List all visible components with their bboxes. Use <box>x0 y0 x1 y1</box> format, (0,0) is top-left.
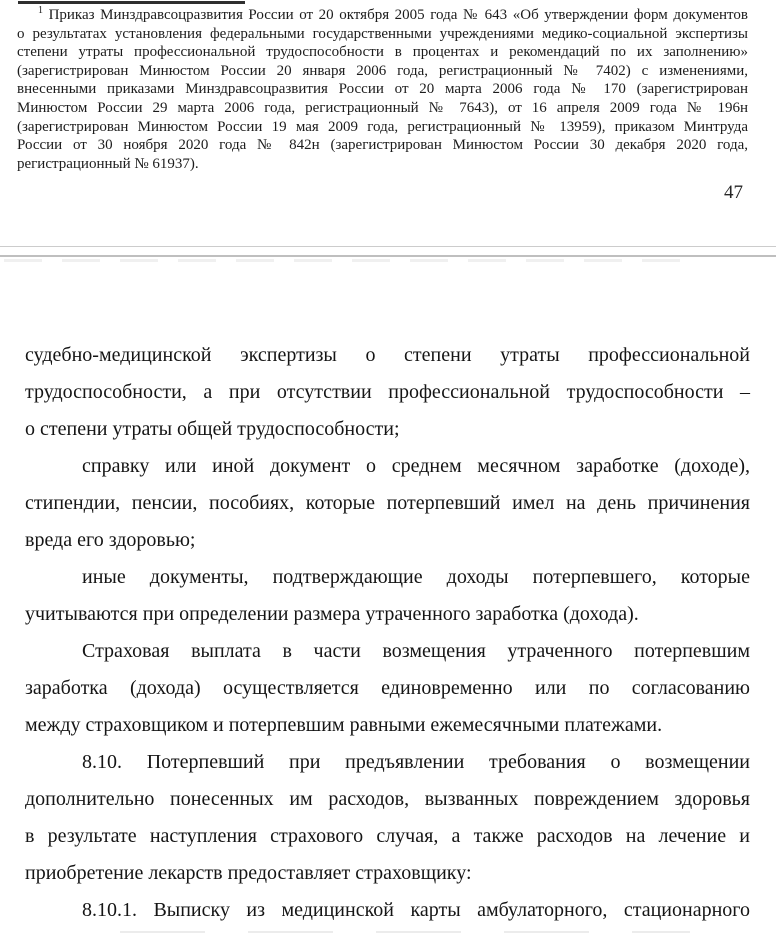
footnote-block <box>17 6 748 173</box>
body-line: Страховая выплата в части возмещения утраченного потерпевшим <box>82 640 750 662</box>
body-line: иные документы, подтверждающие доходы потерпевшего, которые <box>82 566 750 588</box>
paragraph <box>25 633 750 744</box>
paragraph <box>25 744 750 892</box>
page-break-divider-top-line <box>0 246 776 247</box>
paragraph <box>25 892 750 929</box>
footnote-line: (зарегистрирован Минюстом России 20 января 2006 года, регистрационный № 7402) с изменениями, <box>17 62 748 79</box>
page-break-divider-bottom-line <box>0 255 776 257</box>
body-line: трудоспособности, а при отсутствии профессиональной трудоспособности – <box>25 381 750 403</box>
body-text <box>25 337 750 929</box>
body-line: справку или иной документ о среднем месячном заработке (доходе), <box>82 455 750 477</box>
paragraph <box>25 337 750 448</box>
page-number: 47 <box>724 182 743 203</box>
body-line: дополнительно понесенных им расходов, вызванных повреждением здоровья <box>25 788 750 810</box>
footnote-line: регистрационный № 61937). <box>17 155 199 172</box>
footnote-separator-rule <box>18 1 245 4</box>
body-line: 8.10.1. Выписку из медицинской карты амбулаторного, стационарного <box>82 899 750 921</box>
body-line: судебно-медицинской экспертизы о степени утраты профессиональной <box>25 344 750 366</box>
body-line: заработка (дохода) осуществляется единовременно или по согласованию <box>25 677 750 699</box>
bottom-edge-scan-noise <box>120 931 690 933</box>
footnote-line: внесенными приказами Минздравсоцразвития России от 20 марта 2006 года № 170 (зарегистрирован <box>17 81 748 98</box>
body-line: приобретение лекарств предоставляет страховщику: <box>25 862 472 884</box>
footnote-line: о результатах установления федеральными государственными учреждениями медико-социальной экспертизы <box>17 25 748 42</box>
body-line: о степени утраты общей трудоспособности; <box>25 418 400 440</box>
body-line: стипендии, пенсии, пособиях, которые потерпевший имел на день причинения <box>25 492 750 514</box>
body-line: вреда его здоровью; <box>25 529 196 551</box>
footnote-line: России от 30 ноября 2020 года № 842н (зарегистрирован Минюстом России 30 декабря 2020 года, <box>17 137 748 154</box>
footnote-marker: 1 <box>38 5 43 16</box>
footnote-line: $^1$ Приказ Минздравсоцразвития России от 20 октября 2005 года № 643 «Об утверждении форм документов <box>38 5 748 23</box>
page-break-scan-noise <box>4 259 694 262</box>
body-line: учитываются при определении размера утраченного заработка (дохода). <box>25 603 639 625</box>
footnote-line: Минюстом России 29 марта 2006 года, регистрационный № 7643), от 16 апреля 2009 года № 196н <box>17 99 748 116</box>
footnote-line: (зарегистрирован Минюстом России 19 мая 2009 года, регистрационный № 13959), приказом Минтруда <box>17 118 748 135</box>
body-line: между страховщиком и потерпевшим равными ежемесячными платежами. <box>25 714 663 736</box>
footnote-line: степени утраты профессиональной трудоспособности в процентах и рекомендаций по их заполнению» <box>17 44 748 61</box>
body-line: 8.10. Потерпевший при предъявлении требования о возмещении <box>82 751 750 773</box>
body-line: в результате наступления страхового случая, а также расходов на лечение и <box>25 825 750 847</box>
paragraph <box>25 448 750 559</box>
paragraph <box>25 559 750 633</box>
